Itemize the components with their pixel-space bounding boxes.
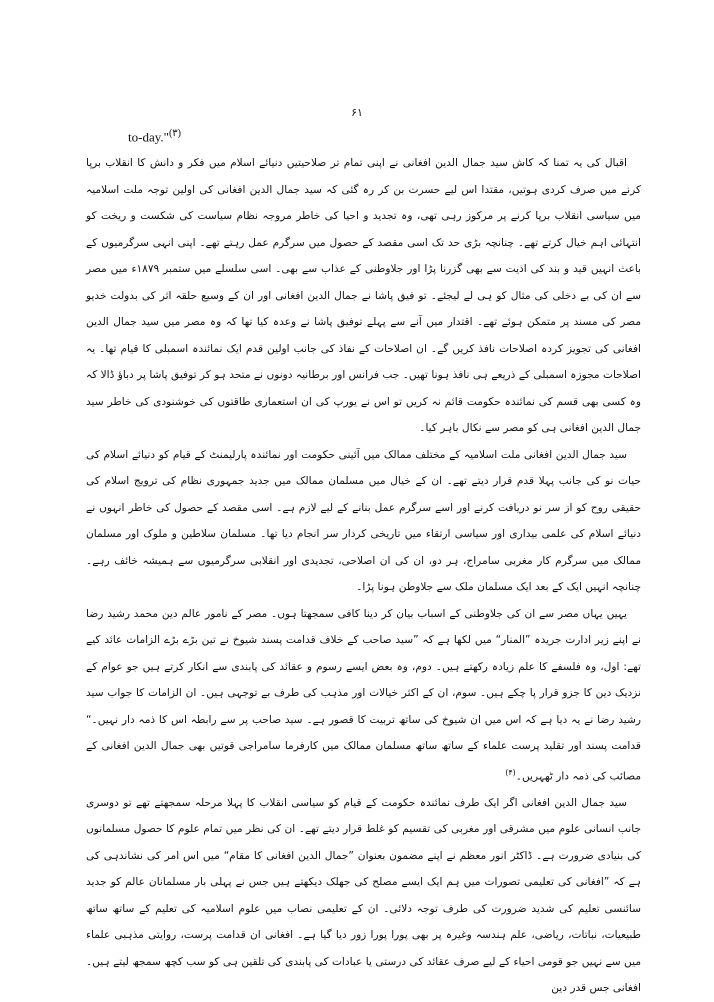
paragraph: سید جمال الدین افغانی اگر ایک طرف نمائندہ حکومت کے قیام کو سیاسی انقلاب کا پہلا مرحلہ سمجھتے تھے تو دوسری جانب انسانی علوم میں مشرقی اور مغربی کی تقسیم کو غلط قرار دیتے تھے۔ ان کی نظر میں تمام علوم کا حصول مسلمانوں کی بنیادی ضرورت ہے۔ ڈاکٹر انور معظم نے اپنے مضمون بعنوان ”جمال الدین افغانی کا مقام“ میں اس امر کی نشاندہی کی ہے کہ ”افغانی کی تعلیمی تصورات میں ہم ایک ایسے مصلح کی جھلک دیکھتے ہیں جس نے پہلی بار مسلمانان عالم کو جدید سائنسی تعلیم کی شدید ضرورت کی طرف توجہ دلائی۔ ان کے تعلیمی نصاب میں علوم اسلامیہ کی تعلیم کے ساتھ ساتھ طبیعیات، نباتات، ریاضی، علم ہندسہ وغیرہ پر بھی پورا پورا زور دیا گیا ہے۔ افغانی ان قدامت پرست، روایتی مذہبی علماء میں سے نہیں جو قومی احیاء کے لیے صرف عقائد کی درستی یا عبادات کی پابندی کی تلقین ہی کو سب کچھ سمجھ لیتے ہیں۔ افغانی جس قدر دین	[86, 796, 641, 995]
quote-ending-text: to-day."	[128, 129, 169, 145]
paragraph: سید جمال الدین افغانی ملت اسلامیہ کے مختلف ممالک میں آئینی حکومت اور نمائندہ پارلیمنٹ کے قیام کو دنیائے اسلام کی حیات نو کی جانب پہلا قدم قرار دیتے تھے۔ ان کے خیال میں مسلمان ممالک میں جدید جمہوری نظام کی ترویج اسلام کی حقیقی روح کو از سر نو دریافت کرنے اور اسے سرگرم عمل بنانے کے لیے لازم ہے۔ اسی مقصد کے حصول کی خاطر انہوں نے دنیائے اسلام کی علمی بیداری اور سیاسی ارتقاء میں تاریخی کردار سر انجام دیا تھا۔ مسلمان سلاطین و ملوک اور مسلمان ممالک میں سرگرم کار مغربی سامراج، ہر دو، ان کی ان اصلاحی، تجدیدی اور انقلابی سرگرمیوں سے ہمیشہ خائف رہے۔ چنانچہ انہیں ایک کے بعد ایک مسلمان ملک سے جلاوطن ہونا پڑا۔	[86, 448, 641, 593]
paragraph: اقبال کی یہ تمنا کہ کاش سید جمال الدین افغانی نے اپنی تمام تر صلاحیتیں دنیائے اسلام میں فکر و دانش کا انقلاب برپا کرنے میں صرف کردی ہوتیں، مقتدا اس لیے حسرت بن کر رہ گئی کہ سید جمال الدین افغانی کی اولین توجہ ملت اسلامیہ میں سیاسی انقلاب برپا کرنے پر مرکوز رہی تھی، وہ تجدید و احیا کی خاطر مروجہ نظام سیاست کی شکست و ریخت کو انتہائی اہم خیال کرتے تھے۔ چنانچہ بڑی حد تک اسی مقصد کے حصول میں سرگرم عمل رہتے تھے۔ اپنی انہی سرگرمیوں کے باعث انہیں قید و بند کی اذیت سے بھی گزرنا پڑا اور جلاوطنی کے عذاب سے بھی۔ اسی سلسلے میں ستمبر ۱۸۷۹ء میں مصر سے ان کی بے دخلی کی مثال کو ہی لے لیجئے۔ تو فیق پاشا نے جمال الدین افغانی اور ان کے وسیع حلقہ اثر کی بدولت خدیو مصر کی مسند پر متمکن ہوئے تھے۔ اقتدار میں آنے سے پہلے توفیق پاشا نے وعدہ کیا تھا کہ وہ مصر میں سید جمال الدین افغانی کی تجویز کردہ اصلاحات نافذ کریں گے۔ ان اصلاحات کے نفاذ کی جانب اولین قدم ایک نمائندہ اسمبلی کا قیام تھا۔ یہ اصلاحات مجوزہ اسمبلی کے ذریعے ہی نافذ ہونا تھیں۔ جب فرانس اور برطانیہ دونوں نے متحد ہو کر توفیق پاشا پر دباؤ ڈالا کہ وہ کسی بھی قسم کی نمائندہ حکومت قائم نہ کریں تو اس نے یورپ کی ان استعماری طاقتوں کی خوشنودی کی خاطر سید جمال الدین افغانی ہی کو مصر سے نکال باہر کیا۔	[86, 157, 641, 434]
paragraph	[86, 601, 641, 790]
paragraph-text: یہیں یہاں مصر سے ان کی جلاوطنی کے اسباب بیان کر دینا کافی سمجھتا ہوں۔ مصر کے نامور عالم دین محمد رشید رضا نے اپنے زیر ادارت جریدہ ”المنار“ میں لکھا ہے کہ ”سید صاحب کے خلاف قدامت پسند شیوخ نے تین بڑے بڑے الزامات عائد کیے تھے: اول، وہ فلسفے کا علم زیادہ رکھتے ہیں۔ دوم، وہ بعض ایسے رسوم و عقائد کی پابندی سے انکار کرتے ہیں جو عوام کے نزدیک دین کا جزو قرار پا چکے ہیں۔ سوم، ان کے اکثر خیالات اور مذہب کی طرف بے توجہی ہیں۔ ان الزامات کا جواب سید رشید رضا نے یہ دیا ہے کہ اس میں ان شیوخ کی ساتھ تربیت کا قصور ہے۔ سید صاحب پر سے رابطہ اس کا ذمہ دار نہیں۔“ قدامت پسند اور تقلید پرست علماء کے ساتھ ساتھ مسلمان ممالک میں کارفرما سامراجی قوتیں بھی جمال الدین افغانی کے مصائب کی ذمہ دار ٹھہریں۔	[86, 607, 641, 783]
footnote-marker: (۴)	[505, 767, 516, 777]
urdu-body-text	[86, 150, 641, 1002]
page-number: ۶۱	[351, 106, 363, 119]
footnote-marker: (۳)	[168, 128, 181, 139]
quote-ending	[128, 128, 181, 145]
